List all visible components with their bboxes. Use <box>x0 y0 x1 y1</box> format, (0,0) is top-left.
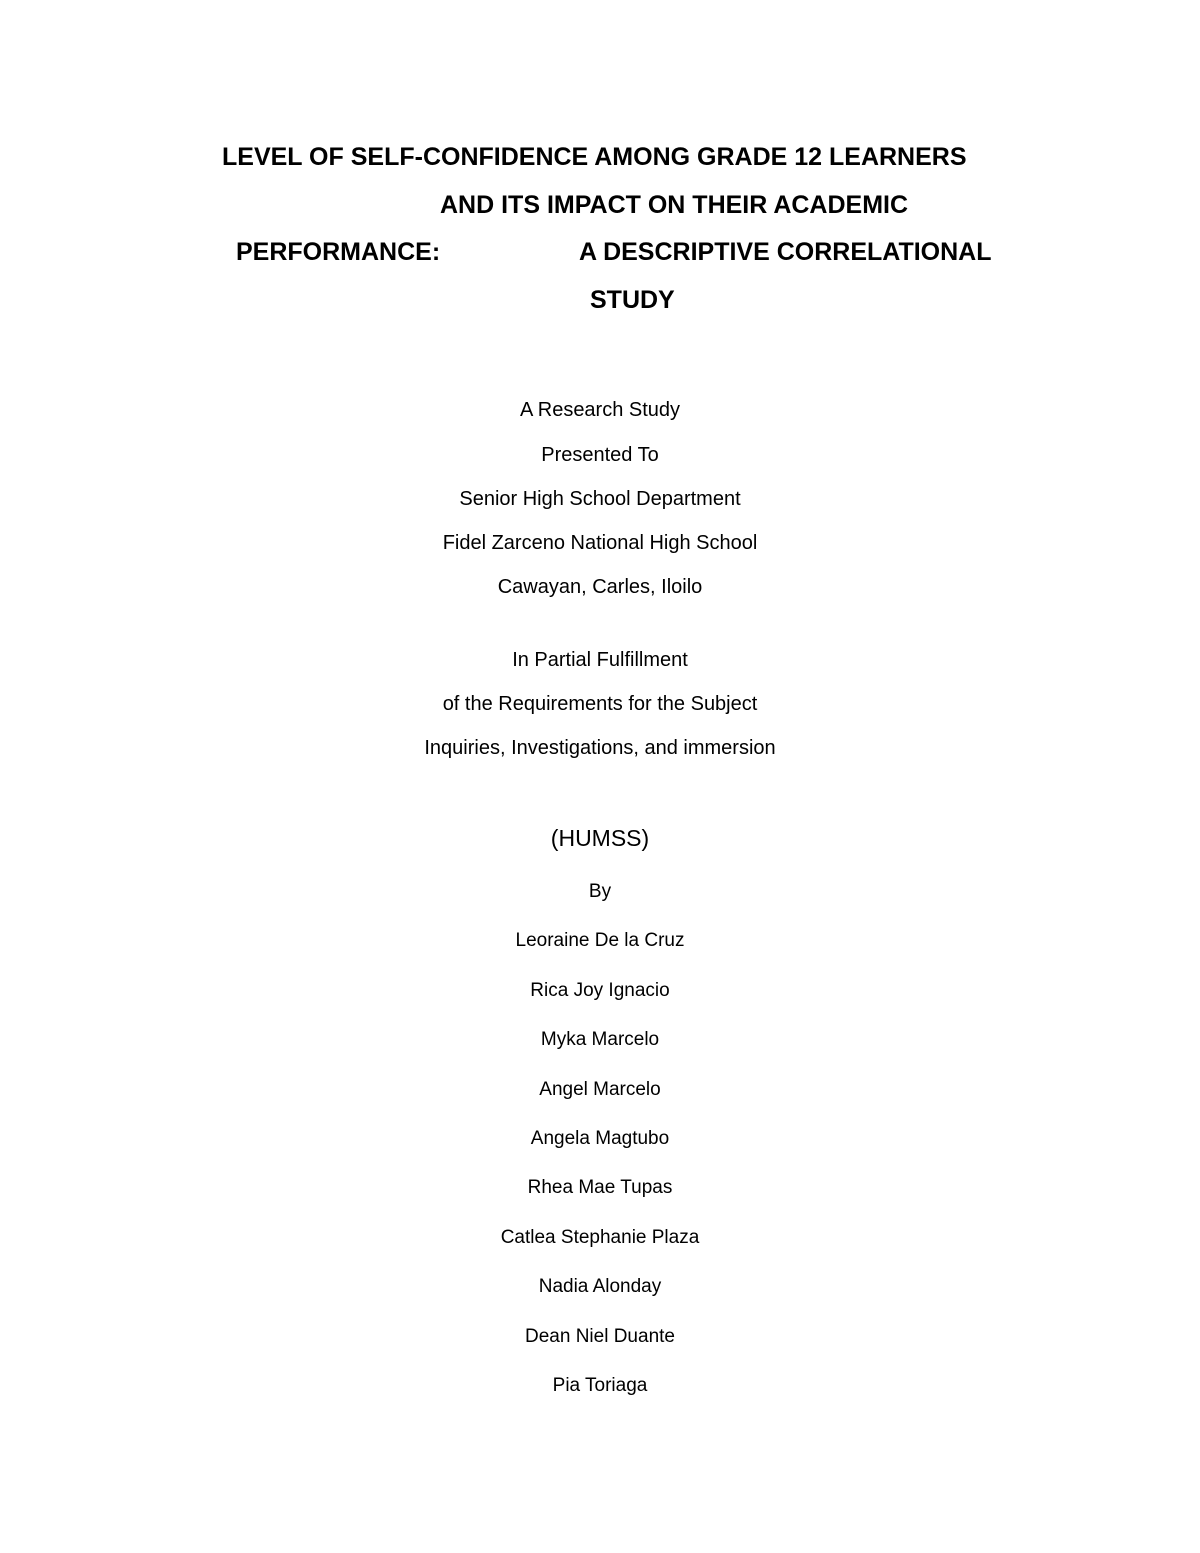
author-name: Pia Toriaga <box>552 1375 648 1396</box>
title-line-2: AND ITS IMPACT ON THEIR ACADEMIC <box>440 191 909 219</box>
author-name: Catlea Stephanie Plaza <box>500 1227 700 1248</box>
author-name: Dean Niel Duante <box>525 1326 675 1347</box>
author-name: Rhea Mae Tupas <box>527 1177 673 1198</box>
author-name: Myka Marcelo <box>540 1029 660 1050</box>
presentation-line: Senior High School Department <box>459 488 741 510</box>
author-name: Angela Magtubo <box>530 1128 670 1149</box>
author-name: Rica Joy Ignacio <box>530 980 670 1001</box>
presentation-line: Fidel Zarceno National High School <box>442 532 758 554</box>
presentation-line: Cawayan, Carles, Iloilo <box>497 576 703 598</box>
title-line-4: STUDY <box>590 286 675 314</box>
title-line-1: LEVEL OF SELF-CONFIDENCE AMONG GRADE 12 LEARNERS <box>222 143 967 171</box>
fulfillment-line: In Partial Fulfillment <box>512 649 688 671</box>
author-name: Leoraine De la Cruz <box>515 930 685 951</box>
by-label: By <box>588 881 612 902</box>
author-name: Angel Marcelo <box>539 1079 661 1100</box>
title-line-3-left: PERFORMANCE: <box>236 238 441 266</box>
title-line-3-right: A DESCRIPTIVE CORRELATIONAL <box>579 238 992 266</box>
presentation-line: Presented To <box>541 444 659 466</box>
fulfillment-line: Inquiries, Investigations, and immersion <box>424 737 776 759</box>
presentation-line: A Research Study <box>519 399 681 421</box>
strand-label: (HUMSS) <box>550 825 650 851</box>
author-name: Nadia Alonday <box>538 1276 662 1297</box>
fulfillment-line: of the Requirements for the Subject <box>442 693 758 715</box>
